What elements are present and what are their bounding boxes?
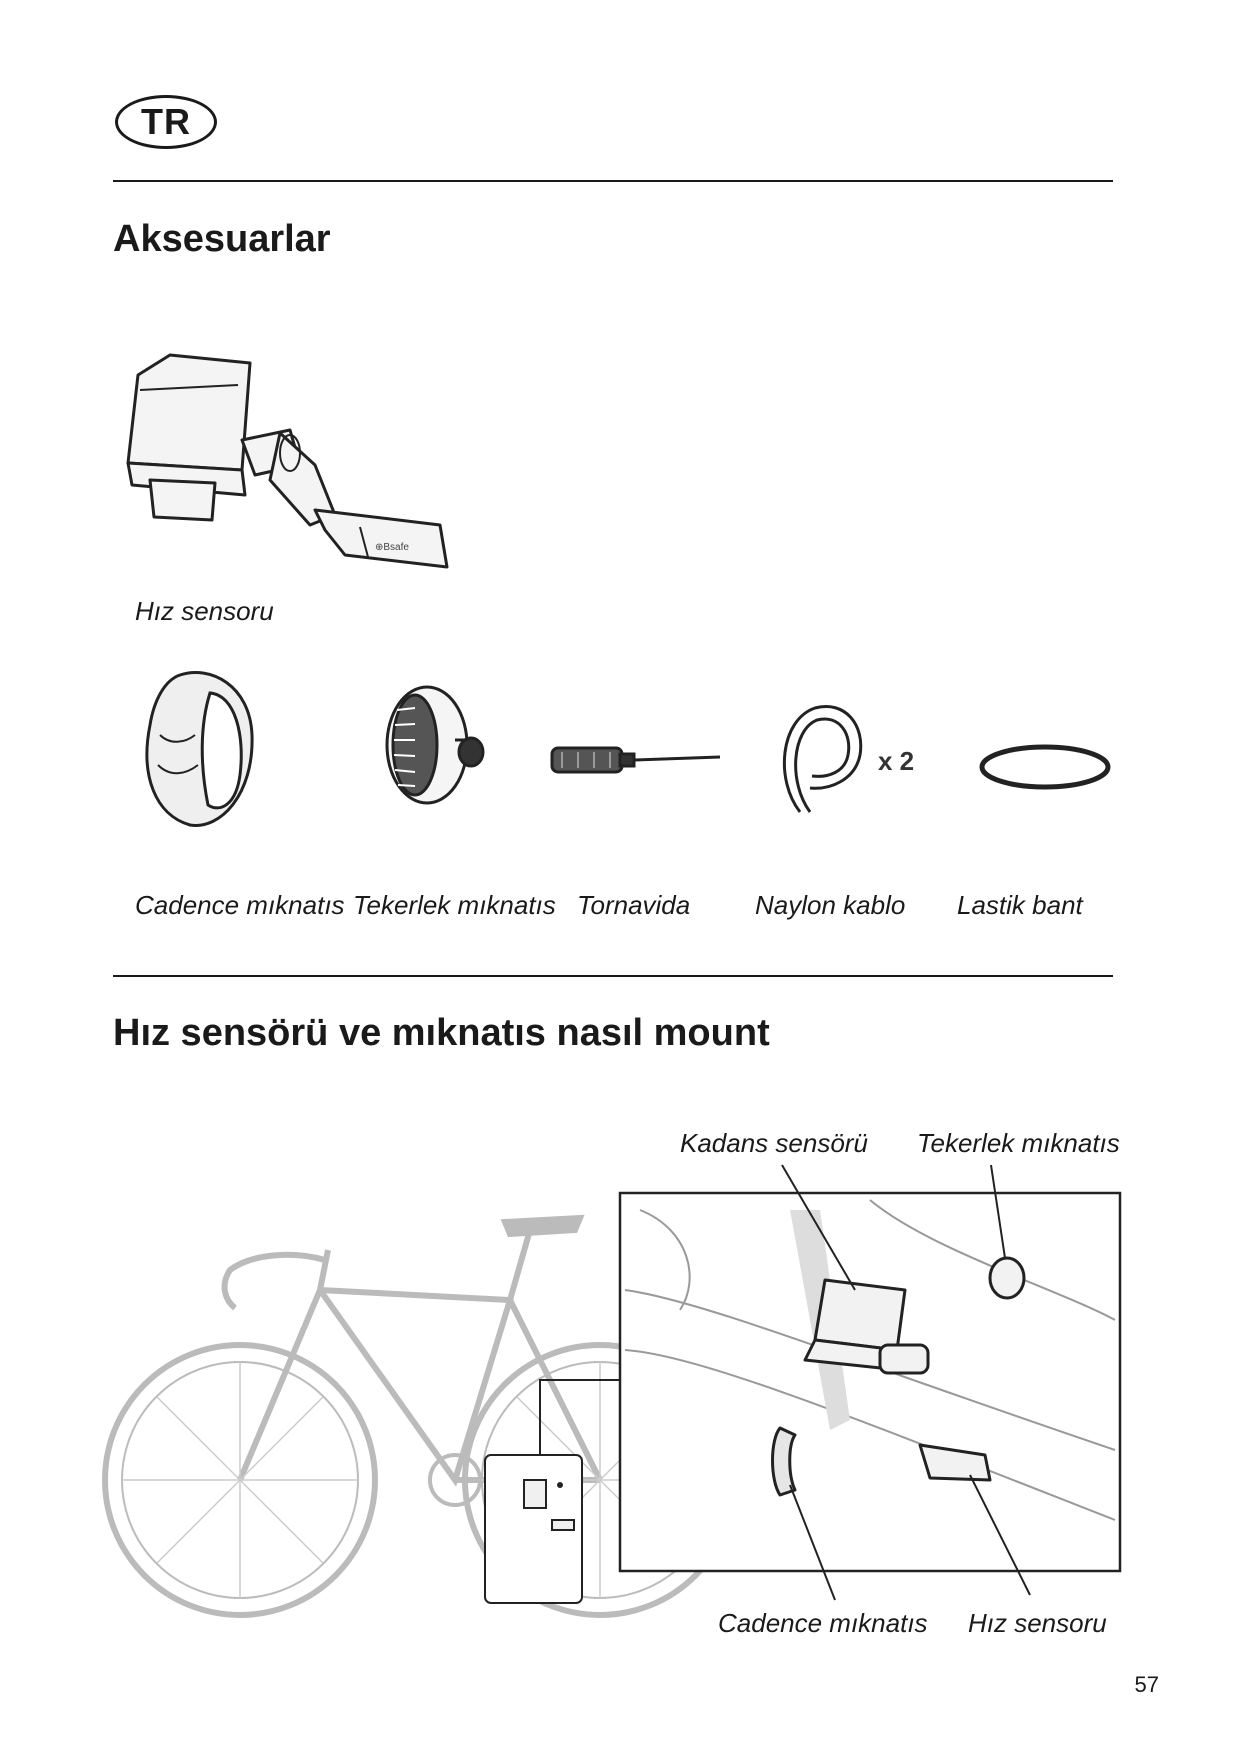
accessory-label: Lastik bant: [957, 890, 1083, 920]
screwdriver-illustration: [550, 740, 725, 780]
mounting-title: Hız sensörü ve mıknatıs nasıl mount: [113, 1012, 770, 1054]
bicycle-mounting-diagram: [0, 1150, 1241, 1670]
speed-sensor-illustration: [120, 345, 460, 575]
section-divider: [113, 975, 1113, 977]
page-number: 57: [1134, 1672, 1159, 1697]
callout-speed-sensor: Hız sensoru: [968, 1608, 1107, 1638]
speed-sensor-label: Hız sensoru: [135, 596, 274, 626]
language-badge: TR: [115, 95, 217, 149]
svg-text:⊕Bsafe: ⊕Bsafe: [375, 542, 409, 553]
cable-tie-illustration: [770, 700, 920, 825]
accessory-label: Tekerlek mıknatıs: [353, 890, 556, 920]
top-divider: [113, 180, 1113, 182]
accessories-title: Aksesuarlar: [113, 218, 331, 260]
callout-cadence-sensor: Kadans sensörü: [680, 1128, 868, 1158]
accessory-label: Tornavida: [577, 890, 691, 920]
wheel-magnet-illustration: [375, 680, 490, 810]
callout-cadence-magnet: Cadence mıknatıs: [718, 1608, 928, 1638]
cable-tie-quantity: x 2: [878, 746, 915, 776]
accessory-label: Cadence mıknatıs: [135, 890, 345, 920]
callout-wheel-magnet: Tekerlek mıknatıs: [917, 1128, 1120, 1158]
rubber-band-illustration: [975, 742, 1115, 792]
accessory-label: Naylon kablo: [755, 890, 906, 920]
cadence-magnet-illustration: [140, 665, 265, 835]
